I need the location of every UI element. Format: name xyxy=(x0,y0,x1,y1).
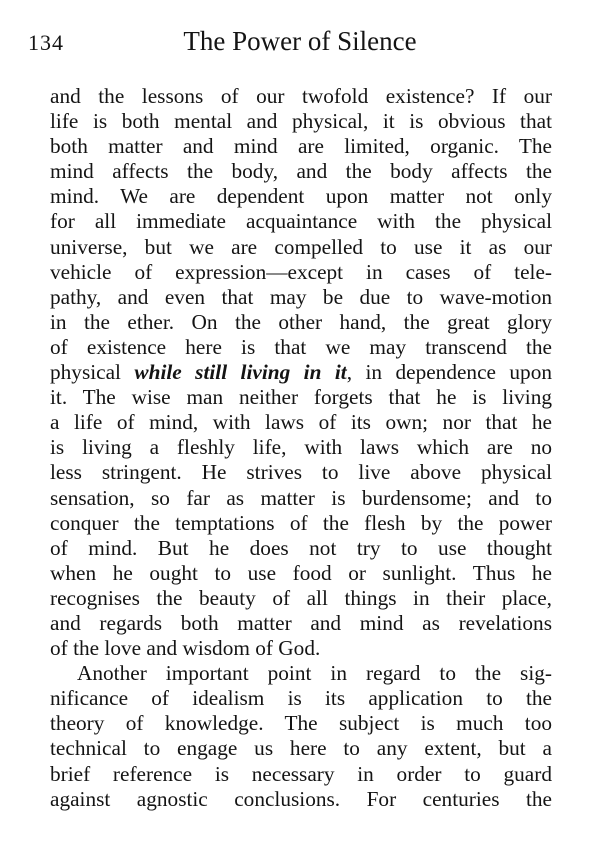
text-line: life is both mental and physical, it is obvious that xyxy=(50,109,552,134)
text-line: sensation, so far as matter is burdensome; and to xyxy=(50,485,552,510)
text-line: a life of mind, with laws of its own; nor that he xyxy=(50,410,552,435)
page-body-text xyxy=(50,84,552,812)
text-line: mind. We are dependent upon matter not only xyxy=(50,184,552,209)
running-header xyxy=(0,26,600,60)
text-line: against agnostic conclusions. For centuries the xyxy=(50,786,552,811)
text-line: and the lessons of our twofold existence? If our xyxy=(50,84,552,108)
text-line: of mind. But he does not try to use thought xyxy=(50,535,552,560)
text-line: mind affects the body, and the body affects the xyxy=(50,159,552,184)
text-line: less stringent. He strives to live above physical xyxy=(50,460,552,485)
text-line: vehicle of expression—except in cases of tele- xyxy=(50,259,552,284)
text-line: when he ought to use food or sunlight. Thus he xyxy=(50,560,552,585)
text-line: and regards both matter and mind as revelations xyxy=(50,610,552,635)
text-line: recognises the beauty of all things in their place, xyxy=(50,585,552,610)
text-line: conquer the temptations of the flesh by the power xyxy=(50,510,552,535)
text-line: for all immediate acquaintance with the physical xyxy=(50,209,552,234)
text-line: of existence here is that we may transcend the xyxy=(50,334,552,359)
text-segment: , in dependence upon xyxy=(346,360,552,385)
text-line: of the love and wisdom of God. xyxy=(50,636,321,661)
text-line: universe, but we are compelled to use it as our xyxy=(50,234,552,259)
text-line: Another important point in regard to the sig- xyxy=(77,661,552,686)
text-line: technical to engage us here to any extent, but a xyxy=(50,736,552,761)
page-number: 134 xyxy=(28,30,64,55)
italic-emphasis: while still living in it xyxy=(134,360,347,385)
text-line xyxy=(50,360,552,385)
text-line: brief reference is necessary in order to guard xyxy=(50,761,552,786)
text-line: nificance of idealism is its application to the xyxy=(50,686,552,711)
text-segment: physical xyxy=(50,360,135,385)
text-line: is living a fleshly life, with laws which are no xyxy=(50,435,552,460)
text-line: it. The wise man neither forgets that he is living xyxy=(50,385,552,410)
text-line: in the ether. On the other hand, the great glory xyxy=(50,309,552,334)
text-line: both matter and mind are limited, organic. The xyxy=(50,134,552,159)
text-line: theory of knowledge. The subject is much too xyxy=(50,711,552,736)
running-title: The Power of Silence xyxy=(183,26,417,56)
text-line: pathy, and even that may be due to wave-motion xyxy=(50,284,552,309)
